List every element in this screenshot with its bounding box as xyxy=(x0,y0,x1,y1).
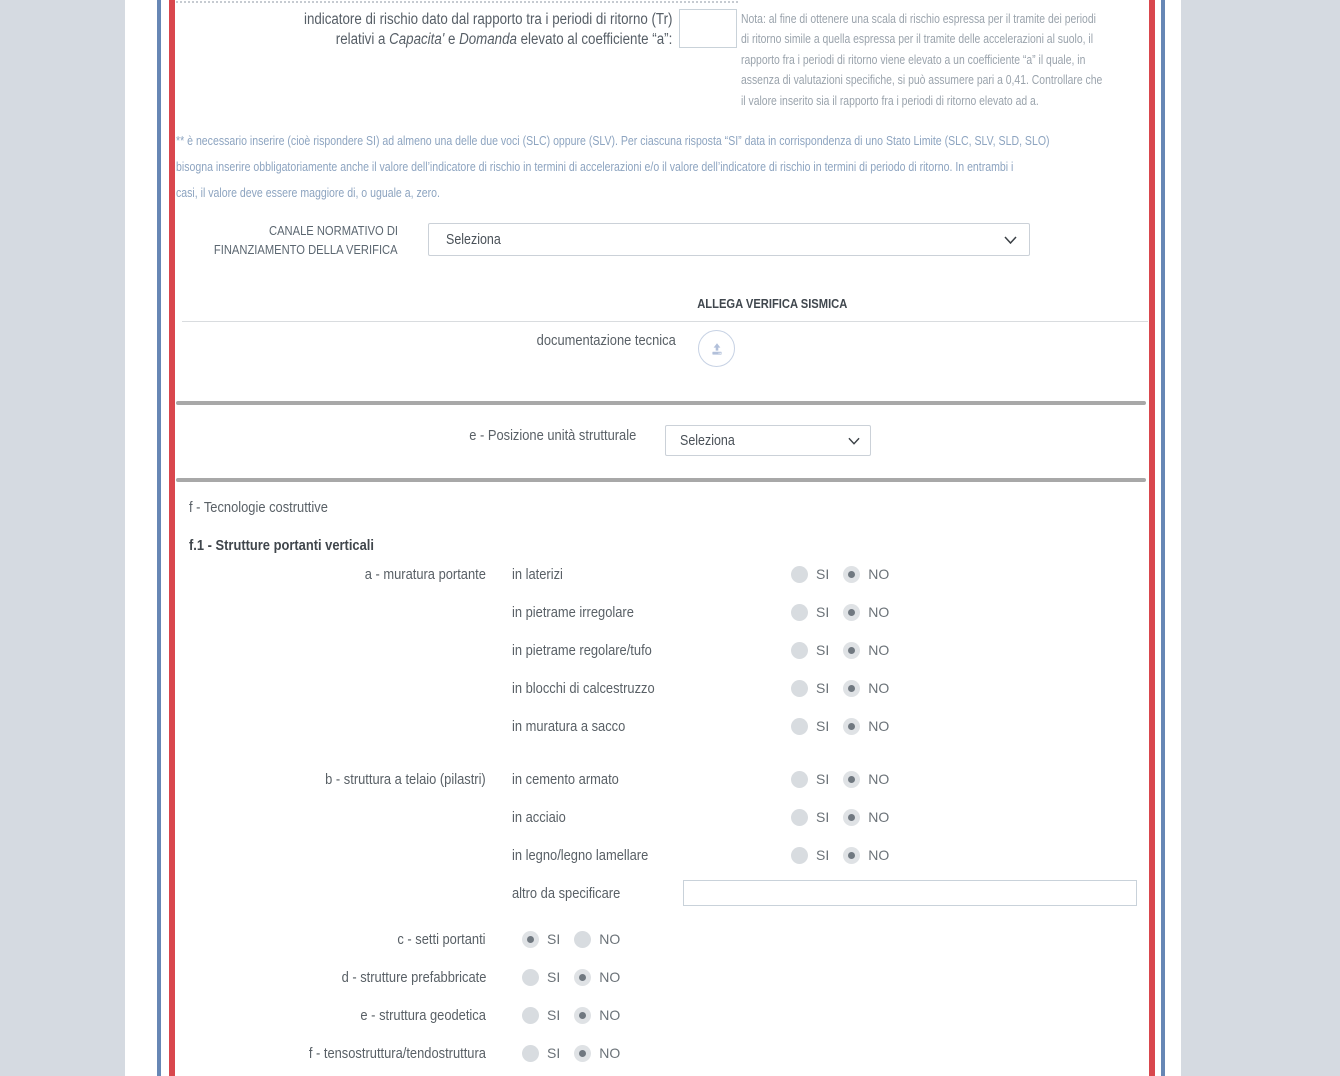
form-row xyxy=(175,593,1147,631)
radio-si[interactable] xyxy=(522,1007,539,1024)
risk-indicator-input[interactable] xyxy=(679,9,737,48)
note-line: Nota: al fine di ottenere una scala di rischio espressa per il tramite dei periodi xyxy=(741,11,1096,26)
radio-no[interactable] xyxy=(843,771,860,788)
radio-no[interactable] xyxy=(843,847,860,864)
form-row xyxy=(175,1034,1147,1072)
allega-section-title: ALLEGA VERIFICA SISMICA xyxy=(696,296,848,311)
footnote-line: ** è necessario inserire (cioè rispondere SI) ad almeno una delle due voci (SLC) oppure (SLV). Per ciascuna risposta “SI” data in corrispondenza di uno Stato Limite (SLC, SLV, SLD, SLO) xyxy=(176,133,1050,148)
radio-si[interactable] xyxy=(791,604,808,621)
chevron-down-icon xyxy=(848,437,860,445)
other-specify-label: altro da specificare xyxy=(512,884,621,902)
radio-si-label: SI xyxy=(816,718,830,734)
radio-group xyxy=(791,760,903,798)
radio-no-label: NO xyxy=(868,642,890,658)
radio-si[interactable] xyxy=(791,642,808,659)
row-sublabel: in pietrame regolare/tufo xyxy=(512,641,652,659)
form-row xyxy=(175,836,1147,874)
footnote-text xyxy=(176,128,1268,206)
radio-si[interactable] xyxy=(791,566,808,583)
radio-si[interactable] xyxy=(522,1045,539,1062)
row-label: e - struttura geodetica xyxy=(360,1006,486,1024)
other-specify-input[interactable] xyxy=(683,880,1137,906)
frame-blue-line-left xyxy=(157,0,161,1076)
radio-group xyxy=(791,798,903,836)
radio-si-label: SI xyxy=(547,969,561,985)
radio-no-label: NO xyxy=(599,1045,621,1061)
section-divider-thick xyxy=(176,401,1146,405)
chevron-down-icon xyxy=(1004,236,1017,244)
radio-si-label: SI xyxy=(547,931,561,947)
radio-group xyxy=(791,669,903,707)
radio-si[interactable] xyxy=(791,771,808,788)
radio-no[interactable] xyxy=(574,931,591,948)
risk-indicator-label-line2: relativi a Capacita' e Domanda elevato al coefficiente “a”: xyxy=(335,30,672,48)
radio-si[interactable] xyxy=(522,931,539,948)
form-content xyxy=(175,0,1149,1076)
canale-normativo-label xyxy=(175,221,398,259)
radio-group xyxy=(791,593,903,631)
note-line: il valore inserito sia il rapporto fra i periodi di ritorno elevato ad a. xyxy=(741,92,1039,108)
radio-no-label: NO xyxy=(868,847,890,863)
row-sublabel: in laterizi xyxy=(512,565,563,583)
form-row xyxy=(175,798,1147,836)
radio-no[interactable] xyxy=(843,642,860,659)
radio-no-label: NO xyxy=(599,1007,621,1023)
radio-si[interactable] xyxy=(791,680,808,697)
form-row xyxy=(175,669,1147,707)
radio-no[interactable] xyxy=(574,1007,591,1024)
radio-no[interactable] xyxy=(843,566,860,583)
radio-no-label: NO xyxy=(868,809,890,825)
radio-no-label: NO xyxy=(868,604,890,620)
radio-group xyxy=(791,631,903,669)
radio-si-label: SI xyxy=(547,1045,561,1061)
strutture-verticali-subtitle: f.1 - Strutture portanti verticali xyxy=(189,537,374,554)
note-line: assenza di valutazioni specifiche, si può assumere pari a 0,41. Controllare che xyxy=(741,72,1103,88)
radio-no-label: NO xyxy=(868,718,890,734)
radio-no-label: NO xyxy=(599,969,621,985)
row-sublabel: in blocchi di calcestruzzo xyxy=(512,679,655,697)
radio-no[interactable] xyxy=(574,969,591,986)
radio-si-label: SI xyxy=(816,809,830,825)
risk-indicator-label xyxy=(175,10,672,49)
section-divider-thick xyxy=(176,478,1146,482)
radio-group xyxy=(791,707,903,745)
posizione-select-value: Seleziona xyxy=(680,432,735,449)
section-divider-thin xyxy=(182,321,1148,322)
row-label: c - setti portanti xyxy=(397,930,486,948)
radio-si-label: SI xyxy=(816,642,830,658)
radio-no-label: NO xyxy=(868,566,890,582)
note-line: rapporto fra i periodi di ritorno viene elevato a un coefficiente “a” il quale, in xyxy=(741,51,1086,67)
footnote-line: bisogna inserire obbligatoriamente anche il valore dell’indicatore di rischio in termini di accelerazioni e/o il valore dell’indicatore di rischio in termini di periodo di ritorno. In entrambi i xyxy=(176,159,1014,174)
row-label: f - tensostruttura/tendostruttura xyxy=(308,1044,486,1062)
radio-no[interactable] xyxy=(843,809,860,826)
row-sublabel: in legno/legno lamellare xyxy=(512,846,649,864)
group-label: a - muratura portante xyxy=(364,565,486,583)
radio-si-label: SI xyxy=(816,847,830,863)
risk-indicator-note xyxy=(741,9,1149,111)
radio-no[interactable] xyxy=(843,718,860,735)
radio-no[interactable] xyxy=(843,680,860,697)
canale-label-line1: CANALE NORMATIVO DI xyxy=(268,223,398,238)
form-row xyxy=(175,760,1147,798)
radio-si[interactable] xyxy=(791,809,808,826)
radio-si[interactable] xyxy=(522,969,539,986)
form-row xyxy=(175,874,1147,912)
row-label: d - strutture prefabbricate xyxy=(341,968,486,986)
group-dotted-border xyxy=(176,1,738,3)
radio-no[interactable] xyxy=(574,1045,591,1062)
posizione-select[interactable] xyxy=(665,425,871,456)
row-sublabel: in acciaio xyxy=(512,808,566,826)
radio-si-label: SI xyxy=(547,1007,561,1023)
radio-no[interactable] xyxy=(843,604,860,621)
posizione-label: e - Posizione unità strutturale xyxy=(468,427,636,444)
form-row xyxy=(175,958,1147,996)
form-row xyxy=(175,631,1147,669)
form-row xyxy=(175,920,1147,958)
radio-group xyxy=(522,958,634,996)
radio-group xyxy=(522,1034,634,1072)
upload-button[interactable] xyxy=(698,330,735,367)
canale-select-value: Seleziona xyxy=(446,231,501,248)
canale-label-line2: FINANZIAMENTO DELLA VERIFICA xyxy=(214,242,398,257)
radio-si-label: SI xyxy=(816,771,830,787)
radio-si-label: SI xyxy=(816,604,830,620)
row-sublabel: in muratura a sacco xyxy=(512,717,626,735)
footnote-line: casi, il valore deve essere maggiore di, o uguale a, zero. xyxy=(176,185,440,200)
radio-si-label: SI xyxy=(816,680,830,696)
radio-no-label: NO xyxy=(868,771,890,787)
radio-no-label: NO xyxy=(868,680,890,696)
documentazione-tecnica-label: documentazione tecnica xyxy=(536,332,676,349)
radio-no-label: NO xyxy=(599,931,621,947)
radio-group xyxy=(791,836,903,874)
canale-normativo-select[interactable] xyxy=(428,223,1030,256)
radio-si[interactable] xyxy=(791,847,808,864)
note-line: di ritorno simile a quella espressa per il tramite delle accelerazioni al suolo, il xyxy=(741,31,1094,47)
radio-group xyxy=(522,920,634,958)
radio-si[interactable] xyxy=(791,718,808,735)
row-sublabel: in cemento armato xyxy=(512,770,619,788)
group-label: b - struttura a telaio (pilastri) xyxy=(325,770,486,788)
radio-si-label: SI xyxy=(816,566,830,582)
tecnologie-section-title: f - Tecnologie costruttive xyxy=(189,499,328,516)
radio-group xyxy=(522,996,634,1034)
upload-icon xyxy=(709,341,725,357)
form-row xyxy=(175,996,1147,1034)
risk-indicator-label-line1: indicatore di rischio dato dal rapporto tra i periodi di ritorno (Tr) xyxy=(303,11,672,28)
row-sublabel: in pietrame irregolare xyxy=(512,603,634,621)
radio-group xyxy=(791,555,903,593)
form-row xyxy=(175,707,1147,745)
form-row xyxy=(175,555,1147,593)
